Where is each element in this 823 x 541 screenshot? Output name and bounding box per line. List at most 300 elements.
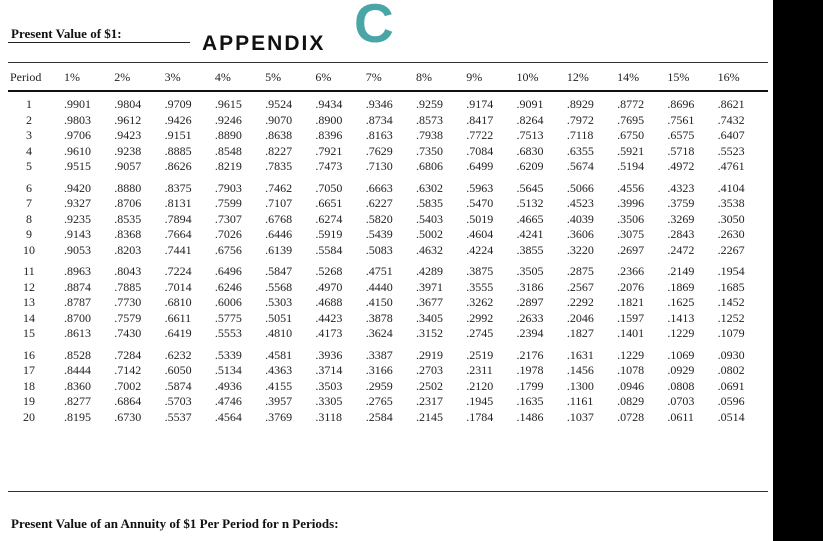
table-row xyxy=(8,196,768,212)
value-cell: .1252 xyxy=(717,310,745,325)
value-cell: .4970 xyxy=(315,279,343,294)
value-cell: .1978 xyxy=(516,363,544,377)
value-cell: .7599 xyxy=(214,196,242,210)
value-cell: .8043 xyxy=(114,264,142,278)
value-cell: .5963 xyxy=(466,180,494,195)
value-cell: .7107 xyxy=(265,196,293,210)
value-cell: .3555 xyxy=(466,279,494,294)
value-cell: .7921 xyxy=(315,143,343,158)
value-cell: .0596 xyxy=(717,394,745,408)
period-group xyxy=(8,175,768,259)
value-cell: .5019 xyxy=(466,211,494,226)
value-cell: .8368 xyxy=(114,227,142,241)
value-cell: .7835 xyxy=(265,159,293,173)
value-cell: .8626 xyxy=(164,159,192,173)
value-cell: .3152 xyxy=(415,326,443,340)
value-cell: .4104 xyxy=(717,180,745,195)
value-cell: .3269 xyxy=(667,211,695,226)
period-cell: 7 xyxy=(26,196,32,210)
value-cell: .2703 xyxy=(415,363,443,377)
value-cell: .5403 xyxy=(415,211,443,226)
value-cell: .1869 xyxy=(667,279,695,294)
period-header: Period xyxy=(10,69,42,84)
value-cell: .9238 xyxy=(114,143,142,158)
table-row xyxy=(8,258,768,280)
value-cell: .5194 xyxy=(617,159,645,173)
value-cell: .4751 xyxy=(365,264,393,278)
period-cell: 5 xyxy=(26,159,32,173)
value-cell: .2765 xyxy=(365,394,393,408)
value-cell: .9423 xyxy=(114,128,142,142)
table-row xyxy=(8,91,768,113)
value-cell: .1161 xyxy=(566,394,594,408)
value-cell: .7894 xyxy=(164,211,192,226)
value-cell: .1635 xyxy=(516,394,544,408)
value-cell: .5645 xyxy=(516,180,544,195)
value-cell: .5568 xyxy=(265,279,293,294)
value-cell: .9053 xyxy=(64,242,91,257)
value-cell: .3875 xyxy=(466,264,494,278)
period-cell: 11 xyxy=(23,264,35,278)
table-row xyxy=(8,342,768,364)
value-cell: .8535 xyxy=(114,211,142,226)
value-cell: .4564 xyxy=(214,409,242,424)
value-cell: .6274 xyxy=(315,211,343,226)
value-cell: .2149 xyxy=(667,264,695,278)
value-cell: .3118 xyxy=(315,409,342,424)
value-cell: .3075 xyxy=(617,227,645,241)
value-cell: .7561 xyxy=(667,112,695,127)
value-cell: .3506 xyxy=(617,211,645,226)
value-cell: .5703 xyxy=(164,394,192,408)
value-cell: .4810 xyxy=(265,326,293,340)
value-cell: .1037 xyxy=(566,409,594,424)
value-cell: .6810 xyxy=(164,295,192,309)
value-cell: .6139 xyxy=(265,242,293,257)
value-cell: .0703 xyxy=(667,394,695,408)
value-cell: .9612 xyxy=(114,112,142,127)
rate-header: 2% xyxy=(114,69,131,84)
value-cell: .3624 xyxy=(365,326,393,340)
value-cell: .8227 xyxy=(265,143,293,158)
value-cell: .9143 xyxy=(64,227,91,241)
value-cell: .2046 xyxy=(566,310,594,325)
value-cell: .3505 xyxy=(516,264,544,278)
value-cell: .5470 xyxy=(466,196,494,210)
value-cell: .9615 xyxy=(214,97,242,111)
value-cell: .5339 xyxy=(214,347,242,362)
value-cell: .8417 xyxy=(466,112,494,127)
value-cell: .6499 xyxy=(466,159,494,173)
value-cell: .7002 xyxy=(114,378,142,393)
value-cell: .4173 xyxy=(315,326,343,340)
value-cell: .4936 xyxy=(214,378,242,393)
value-cell: .2919 xyxy=(415,347,443,362)
value-cell: .2076 xyxy=(617,279,645,294)
value-cell: .1079 xyxy=(717,326,745,340)
value-cell: .7441 xyxy=(164,242,192,257)
value-cell: .3936 xyxy=(315,347,343,362)
value-cell: .1413 xyxy=(667,310,695,325)
value-cell: .8573 xyxy=(415,112,443,127)
value-cell: .5066 xyxy=(566,180,594,195)
value-cell: .5820 xyxy=(365,211,393,226)
value-cell: .2959 xyxy=(365,378,393,393)
title-underline xyxy=(8,42,190,43)
value-cell: .2584 xyxy=(365,409,393,424)
value-cell: .5537 xyxy=(164,409,192,424)
value-cell: .9901 xyxy=(64,97,91,111)
value-cell: .3503 xyxy=(315,378,343,393)
value-cell: .2394 xyxy=(516,326,544,340)
value-cell: .8528 xyxy=(64,347,91,362)
value-cell: .4581 xyxy=(265,347,293,362)
rate-header: 9% xyxy=(466,69,483,84)
value-cell: .3050 xyxy=(717,211,745,226)
value-cell: .8700 xyxy=(64,310,91,325)
value-cell: .9057 xyxy=(114,159,142,173)
value-cell: .4440 xyxy=(365,279,393,294)
value-cell: .6756 xyxy=(214,242,242,257)
period-cell: 2 xyxy=(26,112,32,127)
value-cell: .4523 xyxy=(566,196,594,210)
rate-header: 10% xyxy=(516,69,539,84)
value-cell: .8277 xyxy=(64,394,91,408)
value-cell: .0611 xyxy=(667,409,694,424)
right-edge-bar xyxy=(773,0,823,541)
value-cell: .8396 xyxy=(315,128,343,142)
value-cell: .4688 xyxy=(315,295,343,309)
value-cell: .2519 xyxy=(466,347,494,362)
value-cell: .5718 xyxy=(667,143,695,158)
value-cell: .6663 xyxy=(365,180,393,195)
value-cell: .6806 xyxy=(415,159,443,173)
period-cell: 15 xyxy=(23,326,35,340)
period-cell: 6 xyxy=(26,180,32,195)
value-cell: .7722 xyxy=(466,128,494,142)
value-cell: .7430 xyxy=(114,326,142,340)
value-cell: .3387 xyxy=(365,347,393,362)
rate-header: 7% xyxy=(365,69,382,84)
value-cell: .3262 xyxy=(466,295,494,309)
value-cell: .0514 xyxy=(717,409,745,424)
value-cell: .1685 xyxy=(717,279,745,294)
table-row xyxy=(8,175,768,197)
table-row xyxy=(8,311,768,327)
value-cell: .8963 xyxy=(64,264,91,278)
annuity-section-title-text: Present Value of an Annuity of $1 Per Period for n Periods: xyxy=(11,516,339,531)
value-cell: .2317 xyxy=(415,394,443,408)
value-cell: .7014 xyxy=(164,279,192,294)
value-cell: .9246 xyxy=(214,112,242,127)
value-cell: .7026 xyxy=(214,227,242,241)
value-cell: .6446 xyxy=(265,227,293,241)
value-cell: .8203 xyxy=(114,242,142,257)
value-cell: .7730 xyxy=(114,295,142,309)
value-cell: .9420 xyxy=(64,180,91,195)
period-cell: 9 xyxy=(26,227,32,241)
period-group xyxy=(8,258,768,342)
value-cell: .1069 xyxy=(667,347,695,362)
value-cell: .2633 xyxy=(516,310,544,325)
rate-header: 8% xyxy=(415,69,432,84)
value-cell: .5134 xyxy=(214,363,242,377)
value-cell: .2292 xyxy=(566,295,594,309)
present-value-table xyxy=(8,63,768,425)
value-cell: .7695 xyxy=(617,112,645,127)
value-cell: .9259 xyxy=(415,97,443,111)
value-cell: .7513 xyxy=(516,128,544,142)
period-cell: 4 xyxy=(26,143,32,158)
value-cell: .9327 xyxy=(64,196,91,210)
value-cell: .4972 xyxy=(667,159,695,173)
value-cell: .9174 xyxy=(466,97,494,111)
value-cell: .6496 xyxy=(214,264,242,278)
rate-header: 15% xyxy=(667,69,690,84)
value-cell: .2502 xyxy=(415,378,443,393)
value-cell: .5303 xyxy=(265,295,293,309)
value-cell: .7224 xyxy=(164,264,192,278)
table-row xyxy=(8,394,768,410)
value-cell: .2992 xyxy=(466,310,494,325)
value-cell: .8638 xyxy=(265,128,293,142)
value-cell: .4241 xyxy=(516,227,544,241)
value-cell: .4423 xyxy=(315,310,343,325)
value-cell: .1456 xyxy=(566,363,594,377)
value-cell: .7432 xyxy=(717,112,745,127)
value-cell: .2697 xyxy=(617,242,645,257)
value-cell: .8885 xyxy=(164,143,192,158)
value-cell: .6209 xyxy=(516,159,544,173)
value-cell: .6407 xyxy=(717,128,745,142)
period-cell: 12 xyxy=(23,279,35,294)
value-cell: .2176 xyxy=(516,347,544,362)
value-cell: .2843 xyxy=(667,227,695,241)
value-cell: .8195 xyxy=(64,409,91,424)
value-cell: .6355 xyxy=(566,143,594,158)
value-cell: .8131 xyxy=(164,196,192,210)
value-cell: .2875 xyxy=(566,264,594,278)
value-cell: .3677 xyxy=(415,295,443,309)
value-cell: .4039 xyxy=(566,211,594,226)
period-cell: 17 xyxy=(23,363,35,377)
value-cell: .7350 xyxy=(415,143,443,158)
value-cell: .3769 xyxy=(265,409,293,424)
value-cell: .0929 xyxy=(667,363,695,377)
value-cell: .5132 xyxy=(516,196,544,210)
table-row xyxy=(8,227,768,243)
table-row xyxy=(8,128,768,144)
table-row xyxy=(8,159,768,175)
value-cell: .3166 xyxy=(365,363,393,377)
period-cell: 13 xyxy=(23,295,35,309)
value-cell: .4604 xyxy=(466,227,494,241)
value-cell: .4224 xyxy=(466,242,494,257)
value-cell: .6232 xyxy=(164,347,192,362)
value-cell: .7629 xyxy=(365,143,393,158)
value-cell: .0829 xyxy=(617,394,645,408)
period-group xyxy=(8,91,768,175)
value-cell: .7130 xyxy=(365,159,393,173)
value-cell: .3714 xyxy=(315,363,343,377)
table-row xyxy=(8,280,768,296)
value-cell: .7664 xyxy=(164,227,192,241)
value-cell: .4363 xyxy=(265,363,293,377)
value-cell: .6419 xyxy=(164,326,192,340)
rate-header: 16% xyxy=(717,69,740,84)
value-cell: .8548 xyxy=(214,143,242,158)
value-cell: .9706 xyxy=(64,128,91,142)
value-cell: .6651 xyxy=(315,196,343,210)
value-cell: .7473 xyxy=(315,159,343,173)
table-row xyxy=(8,326,768,342)
value-cell: .5439 xyxy=(365,227,393,241)
value-cell: .3606 xyxy=(566,227,594,241)
value-cell: .7050 xyxy=(315,180,343,195)
value-cell: .1945 xyxy=(466,394,494,408)
value-cell: .1954 xyxy=(717,264,745,278)
value-cell: .5268 xyxy=(315,264,343,278)
period-cell: 16 xyxy=(23,347,35,362)
value-cell: .9434 xyxy=(315,97,343,111)
table-header-row xyxy=(8,63,768,91)
value-cell: .5919 xyxy=(315,227,343,241)
value-cell: .8929 xyxy=(566,97,594,111)
rate-header: 12% xyxy=(566,69,589,84)
value-cell: .7118 xyxy=(566,128,594,142)
value-cell: .6246 xyxy=(214,279,242,294)
value-cell: .3405 xyxy=(415,310,443,325)
value-cell: .2366 xyxy=(617,264,645,278)
value-cell: .7084 xyxy=(466,143,494,158)
value-cell: .5584 xyxy=(315,242,343,257)
value-cell: .3996 xyxy=(617,196,645,210)
appendix-label: APPENDIX xyxy=(202,32,326,55)
table-row xyxy=(8,113,768,129)
value-cell: .2567 xyxy=(566,279,594,294)
value-cell: .2120 xyxy=(466,378,494,393)
value-cell: .3538 xyxy=(717,196,745,210)
value-cell: .5874 xyxy=(164,378,192,393)
value-cell: .8734 xyxy=(365,112,393,127)
value-cell: .3220 xyxy=(566,242,594,257)
value-cell: .5674 xyxy=(566,159,594,173)
value-cell: .8787 xyxy=(64,295,91,309)
value-cell: .9235 xyxy=(64,211,91,226)
value-cell: .1827 xyxy=(566,326,594,340)
value-cell: .4632 xyxy=(415,242,443,257)
value-cell: .9515 xyxy=(64,159,91,173)
period-cell: 1 xyxy=(26,97,32,111)
value-cell: .8219 xyxy=(214,159,242,173)
value-cell: .9346 xyxy=(365,97,393,111)
value-cell: .5553 xyxy=(214,326,242,340)
value-cell: .9070 xyxy=(265,112,293,127)
table-bottom-rule xyxy=(8,491,768,492)
value-cell: .7284 xyxy=(114,347,142,362)
value-cell: .9524 xyxy=(265,97,293,111)
annuity-section-title xyxy=(11,516,339,532)
value-cell: .2745 xyxy=(466,326,494,340)
value-cell: .1229 xyxy=(617,347,645,362)
value-cell: .5051 xyxy=(265,310,293,325)
value-cell: .9804 xyxy=(114,97,142,111)
value-cell: .7462 xyxy=(265,180,293,195)
value-cell: .6750 xyxy=(617,128,645,142)
value-cell: .0802 xyxy=(717,363,745,377)
period-cell: 14 xyxy=(23,310,35,325)
value-cell: .7972 xyxy=(566,112,594,127)
value-cell: .1821 xyxy=(617,295,645,309)
value-cell: .4155 xyxy=(265,378,293,393)
period-cell: 19 xyxy=(23,394,35,408)
table-row xyxy=(8,410,768,426)
value-cell: .0808 xyxy=(667,378,695,393)
value-cell: .3878 xyxy=(365,310,393,325)
value-cell: .3971 xyxy=(415,279,443,294)
appendix-letter: C xyxy=(354,0,394,54)
value-cell: .4556 xyxy=(617,180,645,195)
value-cell: .4323 xyxy=(667,180,695,195)
value-cell: .6006 xyxy=(214,295,242,309)
value-cell: .8696 xyxy=(667,97,695,111)
value-cell: .8772 xyxy=(617,97,645,111)
value-cell: .0728 xyxy=(617,409,645,424)
value-cell: .5523 xyxy=(717,143,745,158)
value-cell: .5847 xyxy=(265,264,293,278)
value-cell: .8890 xyxy=(214,128,242,142)
value-cell: .1078 xyxy=(617,363,645,377)
page-title: Present Value of $1: xyxy=(11,26,122,41)
value-cell: .1229 xyxy=(667,326,695,340)
value-cell: .8163 xyxy=(365,128,393,142)
table-row xyxy=(8,295,768,311)
value-cell: .1597 xyxy=(617,310,645,325)
table-row xyxy=(8,379,768,395)
value-cell: .3759 xyxy=(667,196,695,210)
value-cell: .6227 xyxy=(365,196,393,210)
value-cell: .5835 xyxy=(415,196,443,210)
period-cell: 18 xyxy=(23,378,35,393)
value-cell: .4746 xyxy=(214,394,242,408)
value-cell: .0930 xyxy=(717,347,745,362)
value-cell: .2267 xyxy=(717,242,745,257)
value-cell: .5775 xyxy=(214,310,242,325)
value-cell: .6830 xyxy=(516,143,544,158)
rate-header: 1% xyxy=(64,69,80,84)
value-cell: .7307 xyxy=(214,211,242,226)
value-cell: .5083 xyxy=(365,242,393,257)
value-cell: .6768 xyxy=(265,211,293,226)
value-cell: .9151 xyxy=(164,128,192,142)
value-cell: .6575 xyxy=(667,128,695,142)
value-cell: .4289 xyxy=(415,264,443,278)
value-cell: .3855 xyxy=(516,242,544,257)
value-cell: .6302 xyxy=(415,180,443,195)
table-row xyxy=(8,212,768,228)
value-cell: .1401 xyxy=(617,326,645,340)
value-cell: .8613 xyxy=(64,326,91,340)
value-cell: .8375 xyxy=(164,180,192,195)
value-cell: .8360 xyxy=(64,378,91,393)
value-cell: .2145 xyxy=(415,409,443,424)
value-cell: .8264 xyxy=(516,112,544,127)
value-cell: .8874 xyxy=(64,279,91,294)
rate-header: 6% xyxy=(315,69,332,84)
value-cell: .7938 xyxy=(415,128,443,142)
value-cell: .9803 xyxy=(64,112,91,127)
value-cell: .1784 xyxy=(466,409,494,424)
